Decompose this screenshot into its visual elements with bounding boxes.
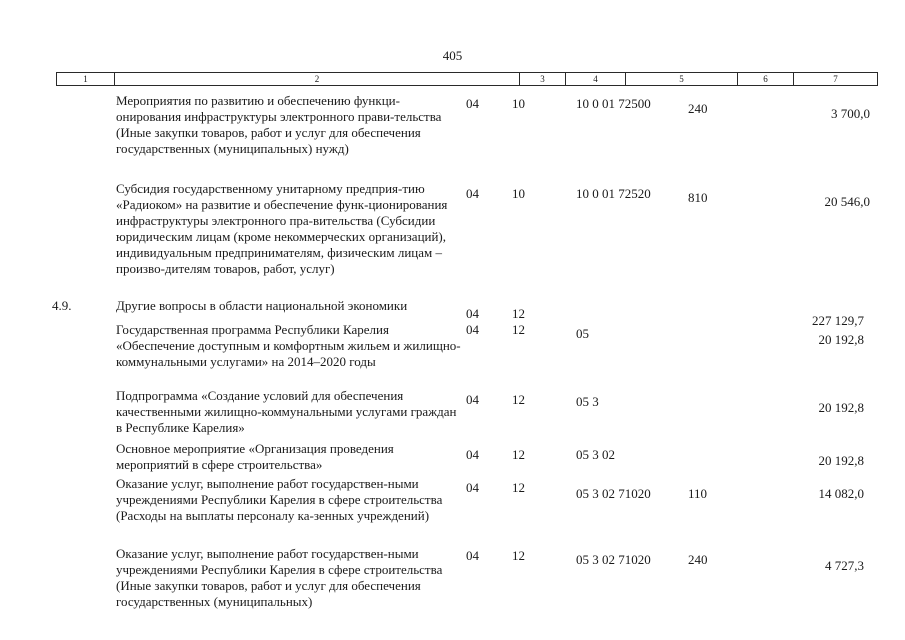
row-sum: 4 727,3 [825, 558, 864, 573]
row-csr: 05 3 [576, 394, 599, 409]
header-col-4: 4 [566, 73, 626, 85]
row-name: Оказание услуг, выполнение работ государствен-ными учреждениями Республики Карелия в сфере строительства (Расходы на выплаты персоналу ка-зенных учреждений) [116, 476, 443, 523]
row-pr: 12 [512, 392, 525, 407]
row-pr: 10 [512, 186, 525, 201]
header-col-3: 3 [520, 73, 566, 85]
row-rz: 04 [466, 480, 479, 495]
row-name: Оказание услуг, выполнение работ государствен-ными учреждениями Республики Карелия в сфере строительства (Иные закупки товаров, работ и услуг для обеспечения государственных (муниципальных) [116, 546, 443, 609]
header-col-1: 1 [57, 73, 115, 85]
row-sum: 3 700,0 [831, 106, 870, 121]
header-col-7: 7 [833, 74, 838, 84]
row-csr: 10 0 01 72520 [576, 186, 651, 201]
row-rz: 04 [466, 392, 479, 407]
header-col-5: 5 [626, 73, 738, 85]
row-csr: 05 3 02 71020 [576, 552, 651, 567]
row-name: Мероприятия по развитию и обеспечению функци-онирования инфраструктуры электронного прави-тельства (Иные закупки товаров, работ и услуг для обеспечения государственных (муниципальных) нужд) [116, 93, 442, 156]
row-sum: 20 192,8 [818, 453, 864, 468]
header-col-6: 6 [738, 73, 794, 85]
table-header-row [56, 72, 878, 86]
row-name: Другие вопросы в области национальной экономики [116, 298, 408, 313]
row-name: Подпрограмма «Создание условий для обеспечения качественными жилищно-коммунальными услугами граждан в Республике Карелия» [116, 388, 457, 435]
row-csr: 10 0 01 72500 [576, 96, 651, 111]
row-csr: 05 3 02 71020 [576, 486, 651, 501]
page-number: 405 [442, 48, 463, 63]
header-col-2: 2 [115, 73, 520, 85]
row-pr: 10 [512, 96, 525, 111]
row-pr: 12 [512, 306, 525, 321]
row-pr: 12 [512, 447, 525, 462]
row-rz: 04 [466, 306, 479, 321]
row-rz: 04 [466, 96, 479, 111]
row-sum: 20 546,0 [824, 194, 870, 209]
row-vr: 240 [688, 101, 708, 116]
row-sum: 227 129,7 [812, 313, 864, 328]
row-csr: 05 [576, 326, 589, 341]
row-vr: 810 [688, 190, 708, 205]
row-pr: 12 [512, 480, 525, 495]
row-rz: 04 [466, 322, 479, 337]
row-name: Государственная программа Республики Карелия «Обеспечение доступным и комфортным жильем и жилищно-коммунальными услугами» на 2014–2020 годы [116, 322, 461, 369]
row-number: 4.9. [52, 298, 72, 313]
row-rz: 04 [466, 548, 479, 563]
row-vr: 110 [688, 486, 708, 501]
row-name: Субсидия государственному унитарному предприя-тию «Радиоком» на развитие и обеспечение функ-ционирования инфраструктуры электронного пра-вительства (Субсидии юридическим лицам (кроме некоммерческих организаций), индивидуальным предпринимателям, физическим лицам – произво-дителям товаров, работ, услуг) [116, 181, 448, 276]
row-sum: 14 082,0 [818, 486, 864, 501]
row-sum: 20 192,8 [818, 332, 864, 347]
row-pr: 12 [512, 322, 525, 337]
row-sum: 20 192,8 [818, 400, 864, 415]
row-vr: 240 [688, 552, 708, 567]
row-rz: 04 [466, 447, 479, 462]
row-csr: 05 3 02 [576, 447, 615, 462]
row-rz: 04 [466, 186, 479, 201]
row-name: Основное мероприятие «Организация проведения мероприятий в сфере строительства» [116, 441, 394, 472]
row-pr: 12 [512, 548, 525, 563]
